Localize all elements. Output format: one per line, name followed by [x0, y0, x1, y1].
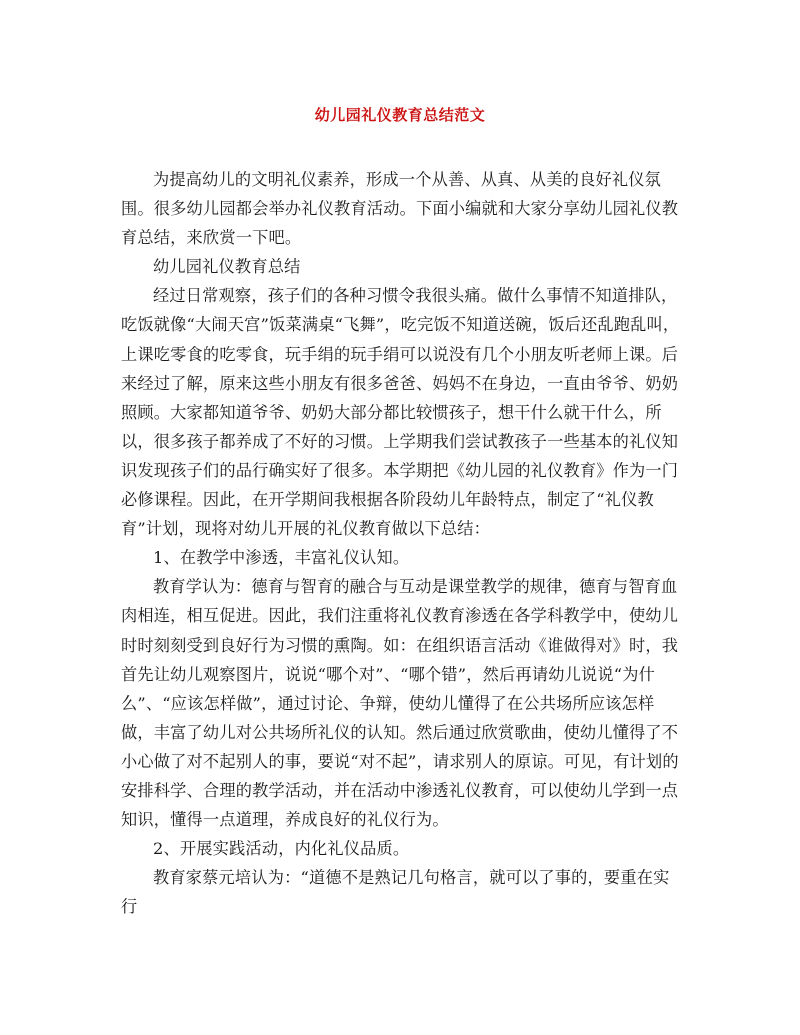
paragraph-heading: 幼儿园礼仪教育总结: [153, 257, 301, 277]
document-title: 幼儿园礼仪教育总结范文: [314, 106, 486, 124]
paragraph-practice: 教育家蔡元培认为：“道德不是熟记几句格言，就可以了事的，要重在实行: [121, 868, 670, 917]
paragraph-observation: 经过日常观察，孩子们的各种习惯令我很头痛。做什么事情不知道排队，吃饭就像“大闹天宫”饭菜满桌“飞舞”，吃完饭不知道送碗，饭后还乱跑乱叫，上课吃零食的吃零食，玩手绢的玩手绢可以说没有几个小朋友听老师上课。后来经过了解，原来这些小朋友有很多爸爸、妈妈不在身边，一直由爷爷、奶奶照顾。大家都知道爷爷、奶奶大部分都比较惯孩子，想干什么就干什么，所以，很多孩子都养成了不好的习惯。上学期我们尝试教孩子一些基本的礼仪知识发现孩子们的品行确实好了很多。本学期把《幼儿园的礼仪教育》作为一门必修课程。因此，在开学期间我根据各阶段幼儿年龄特点，制定了“礼仪教育”计划，现将对幼儿开展的礼仪教育做以下总结：: [121, 286, 680, 539]
section-heading-1: 1、在教学中渗透，丰富礼仪认知。: [153, 548, 410, 568]
section-heading-2: 2、开展实践活动，内化礼仪品质。: [153, 839, 410, 859]
paragraph-intro: 为提高幼儿的文明礼仪素养，形成一个从善、从真、从美的良好礼仪氛围。很多幼儿园都会举办礼仪教育活动。下面小编就和大家分享幼儿园礼仪教育总结，来欣赏一下吧。: [121, 170, 679, 248]
document-body: [121, 165, 681, 921]
paragraph-teaching: 教育学认为：德育与智育的融合与互动是课堂教学的规律，德育与智育血肉相连，相互促进。因此，我们注重将礼仪教育渗透在各学科教学中，使幼儿时时刻刻受到良好行为习惯的熏陶。如：在组织语言活动《谁做得对》时，我首先让幼儿观察图片，说说“哪个对”、“哪个错”，然后再请幼儿说说“为什么”、“应该怎样做”，通过讨论、争辩，使幼儿懂得了在公共场所应该怎样做，丰富了幼儿对公共场所礼仪的认知。然后通过欣赏歌曲，使幼儿懂得了不小心做了对不起别人的事，要说“对不起”，请求别人的原谅。可见，有计划的安排科学、合理的教学活动，并在活动中渗透礼仪教育，可以使幼儿学到一点知识，懂得一点道理，养成良好的礼仪行为。: [121, 577, 679, 830]
